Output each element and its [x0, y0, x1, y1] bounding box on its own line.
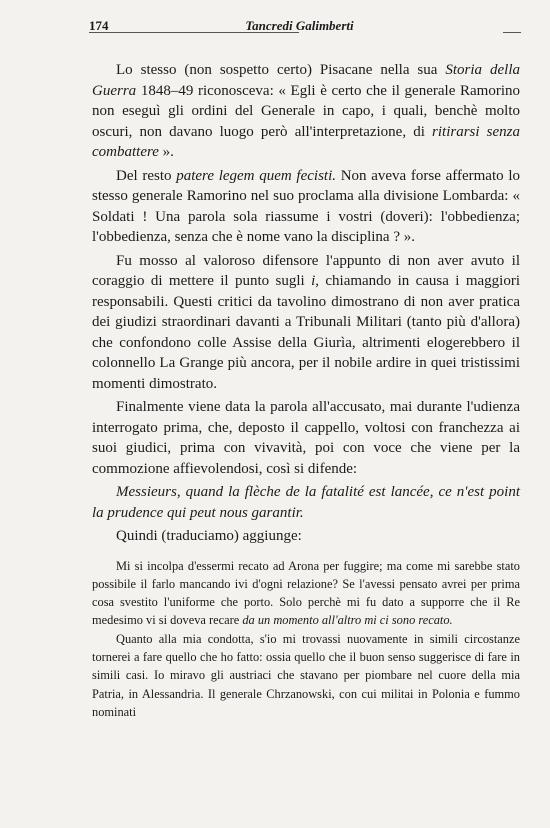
paragraph-patere-legem: Del resto patere legem quem fecisti. Non aveva forse affermato lo stesso generale Ramorino nel suo proclama alla divisione Lombarda: « Soldati ! Una parola sola riassume i vostri (doveri): l'obbedienza; l'obbedienza, senza che è nome vano la disciplina ? ».: [92, 167, 520, 245]
header-rule-left: [89, 32, 299, 33]
page-header: [89, 14, 510, 38]
quote-paragraph-condotta: Quanto alla mia condotta, s'io mi trovassi nuovamente in simili circostanze tornerei a fare quello che ho fatto: ossia quello che il buon senso suggerisce di fare in simili casi. Io miravo gli austriaci che stavano per piombare nel cuore della mia Patria, in Alessandria. Il generale Chrzanowski, con cui militai in Polonia e fummo nominati: [92, 631, 520, 719]
paragraph-pisacane: Lo stesso (non sospetto certo) Pisacane nella sua Storia della Guerra 1848–49 riconosceva: « Egli è certo che il generale Ramorino non eseguì gli ordini del Generale in capo, i quali, benchè molto oscuri, non davano luogo però all'interpretazione, di ritirarsi senza combattere ».: [92, 62, 520, 160]
paragraph-traduciamo: Quindi (traduciamo) aggiunge:: [116, 528, 302, 544]
paragraph-messieurs: Messieurs, quand la flèche de la fatalité est lancée, ce n'est point la prudence qui peut nous garantir.: [92, 484, 520, 521]
quote-paragraph-arona: Mi si incolpa d'essermi recato ad Arona per fuggire; ma come mi sarebbe stato possibile il farlo mancando ivi d'ogni relazione? Se l'avessi pensato avrei per prima cosa svestito l'uniforme che porto. Solo perchè mi fu dato a supporre che il Re medesimo vi si doveva recare da un momento all'altro mi ci sono recato.: [92, 558, 520, 628]
running-title: Tancredi Galimberti: [245, 18, 354, 33]
page-body: [92, 60, 520, 721]
page-number: 174: [89, 18, 109, 33]
header-rule-right: [503, 32, 521, 33]
paragraph-accusato: Finalmente viene data la parola all'accusato, mai durante l'udienza interrogato prima, che, deposto il cappello, voltosi con franchezza ai suoi giudici, prima con vivavità, poi con voce che viene per la commozione affievolendosi, così si difende:: [92, 399, 520, 477]
quoted-defense: [92, 557, 520, 722]
paragraph-valoroso-difensore: Fu mosso al valoroso difensore l'appunto di non aver avuto il coraggio di mettere il punto sugli i, chiamando in causa i maggiori responsabili. Questi critici da tavolino dimostrano di non aver pratica dei giudizi straordinari davanti a Tribunali Militari (tanto più d'allora) che confondono colle Assise della Giurìa, altrimenti elogerebbero il colonnello La Grange più ancora, per il nobile ardire in quei tristissimi momenti dimostrato.: [92, 252, 521, 392]
